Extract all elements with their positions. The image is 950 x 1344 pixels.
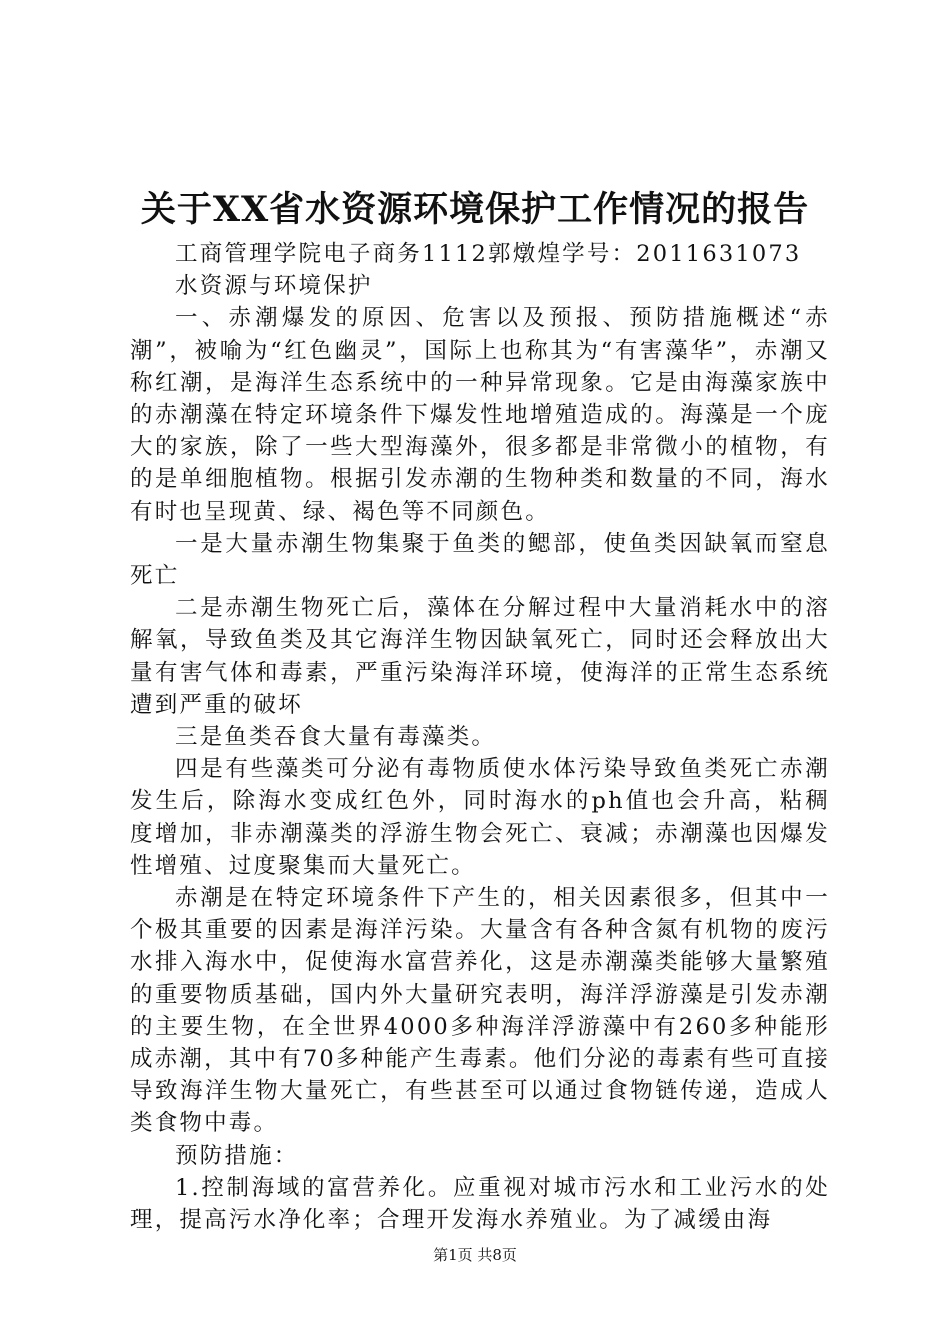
- paragraph: 二是赤潮生物死亡后，藻体在分解过程中大量消耗水中的溶解氧，导致鱼类及其它海洋生物因缺氧死亡，同时还会释放出大量有害气体和毒素，严重污染海洋环境，使海洋的正常生态系统遭到严重的破坏: [130, 595, 830, 718]
- paragraph: 四是有些藻类可分泌有毒物质使水体污染导致鱼类死亡赤潮发生后，除海水变成红色外，同时海水的ph值也会升高，粘稠度增加，非赤潮藻类的浮游生物会死亡、衰减；赤潮藻也因爆发性增殖、过度聚集而大量死亡。: [130, 756, 830, 879]
- paragraph: 一、赤潮爆发的原因、危害以及预报、预防措施概述“赤潮”，被喻为“红色幽灵”，国际上也称其为“有害藻华”，赤潮又称红潮，是海洋生态系统中的一种异常现象。它是由海藻家族中的赤潮藻在特定环境条件下爆发性地增殖造成的。海藻是一个庞大的家族，除了一些大型海藻外，很多都是非常微小的植物，有的是单细胞植物。根据引发赤潮的生物种类和数量的不同，海水有时也呈现黄、绿、褐色等不同颜色。: [130, 305, 830, 525]
- paragraph: 赤潮是在特定环境条件下产生的，相关因素很多，但其中一个极其重要的因素是海洋污染。大量含有各种含氮有机物的废污水排入海水中，促使海水富营养化，这是赤潮藻类能够大量繁殖的重要物质基础，国内外大量研究表明，海洋浮游藻是引发赤潮的主要生物，在全世界4000多种海洋浮游藻中有260多种能形成赤潮，其中有70多种能产生毒素。他们分泌的毒素有些可直接导致海洋生物大量死亡，有些甚至可以通过食物链传递，造成人类食物中毒。: [130, 885, 830, 1137]
- section-heading: 预防措施：: [175, 1142, 299, 1169]
- paragraph: 三是鱼类吞食大量有毒藻类。: [175, 724, 497, 751]
- page-footer: 第1页 共8页: [433, 1246, 517, 1264]
- document-body: [130, 238, 830, 1236]
- paragraph: 1.控制海域的富营养化。应重视对城市污水和工业污水的处理，提高污水净化率；合理开发海水养殖业。为了减缓由海: [130, 1174, 830, 1234]
- author-line: 工商管理学院电子商务1112郭燉煌学号：2011631073: [175, 241, 802, 267]
- document-title: 关于XX省水资源环境保护工作情况的报告: [140, 189, 810, 230]
- paragraph: 一是大量赤潮生物集聚于鱼类的鳃部，使鱼类因缺氧而窒息死亡: [130, 530, 830, 590]
- subject-line: 水资源与环境保护: [175, 273, 373, 300]
